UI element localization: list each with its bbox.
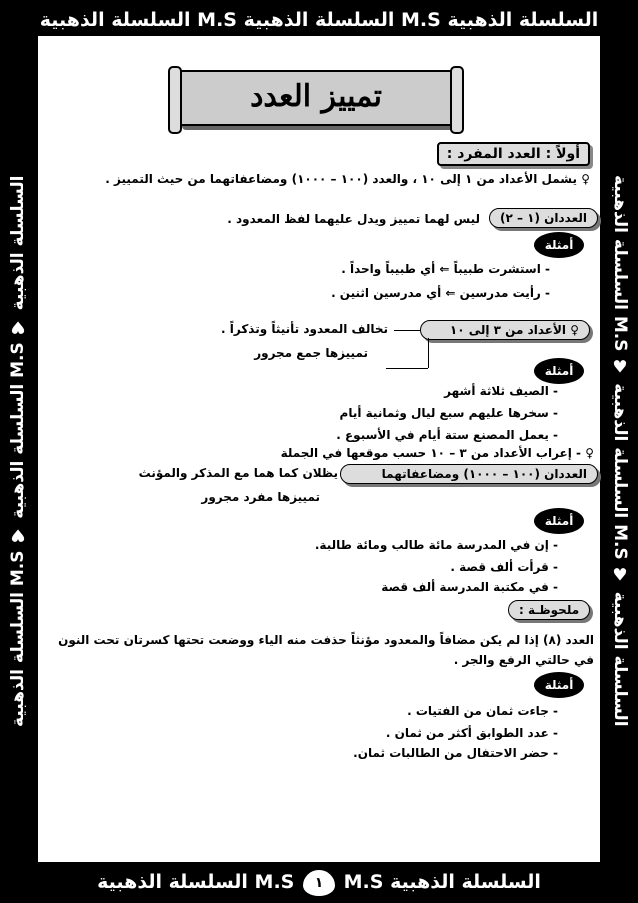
example-11: - حضر الاحتفال من الطالبات ثمان. (353, 746, 558, 760)
example-4: - سخرها عليهم سبع ليال وثمانية أيام (339, 406, 558, 420)
note-label: ملحوظـة : (508, 600, 590, 620)
intro-line: ♀ يشمل الأعداد من ١ إلى ١٠ ، والعدد (١٠٠ – ١٠٠٠) ومضاعفاتهما من حيث التمييز . (105, 172, 590, 186)
arrow-connector (428, 338, 429, 368)
one-two-rule: ليس لهما تمييز ويدل عليهما لفظ المعدود . (227, 212, 480, 226)
page-title: تمييز العدد (178, 70, 454, 126)
hundred-rule-2: تمييزها مفرد مجرور (201, 490, 320, 504)
three-ten-rule-2: تمييزها جمع مجرور (254, 346, 368, 360)
pill-hundred: العددان (١٠٠ – ١٠٠٠) ومضاعفاتهما (340, 464, 598, 484)
irab-line: ♀ - إعراب الأعداد من ٣ – ١٠ حسب موقعها في الجملة (280, 446, 594, 460)
example-5: - يعمل المصنع ستة أيام في الأسبوع . (336, 428, 558, 442)
border-bottom (6, 865, 632, 899)
pill-three-ten: ♀ الأعداد من ٣ إلى ١٠ (420, 320, 590, 340)
example-9: - جاءت ثمان من الفتيات . (407, 704, 558, 718)
example-2: - رأيت مدرسين ⇐ أي مدرسين اثنين . (331, 286, 550, 300)
note-text: العدد (٨) إذا لم يكن مضافاً والمعدود مؤنثاً حذفت منه الياء ووضعت تحتها كسرتان تحت النون في حالتي الرفع والجر . (58, 633, 594, 667)
example-8: - في مكتبة المدرسة ألف قصة (381, 580, 558, 594)
arrow-1 (394, 330, 420, 331)
border-left-text: السلسلة الذهبية M.S ♥ السلسلة الذهبية M.S ♥ السلسلة الذهبية (8, 175, 28, 727)
example-3: - الصيف ثلاثة أشهر (444, 384, 558, 398)
pill-one-two: العددان (١ – ٢) (489, 208, 598, 228)
border-right-text: السلسلة الذهبية M.S ♥ السلسلة الذهبية M.S ♥ السلسلة الذهبية (610, 175, 630, 727)
border-bottom-right: M.S السلسلة الذهبية (343, 871, 541, 893)
border-bottom-left: السلسلة الذهبية M.S (97, 871, 295, 893)
border-top-text: السلسلة الذهبية M.S السلسلة الذهبية M.S السلسلة الذهبية (39, 9, 599, 31)
example-6: - إن في المدرسة مائة طالب ومائة طالبة. (314, 538, 558, 552)
examples-badge-3: أمثلة (534, 508, 584, 534)
example-10: - عدد الطوابق أكثر من ثمان . (385, 726, 558, 740)
example-7: - قرأت ألف قصة . (450, 560, 558, 574)
examples-badge-4: أمثلة (534, 672, 584, 698)
hundred-rule-1: يظلان كما هما مع المذكر والمؤنث (138, 466, 338, 480)
arrow-2 (386, 368, 428, 369)
examples-badge-1: أمثلة (534, 232, 584, 258)
three-ten-rule-1: تخالف المعدود تأنيثاً وتذكراً . (221, 322, 388, 336)
example-1: - استشرت طبيباً ⇐ أي طبيباً واحداً . (341, 262, 550, 276)
section-heading: أولاً : العدد المفرد : (437, 142, 590, 166)
examples-badge-2: أمثلة (534, 358, 584, 384)
page-number: ١ (303, 870, 335, 896)
